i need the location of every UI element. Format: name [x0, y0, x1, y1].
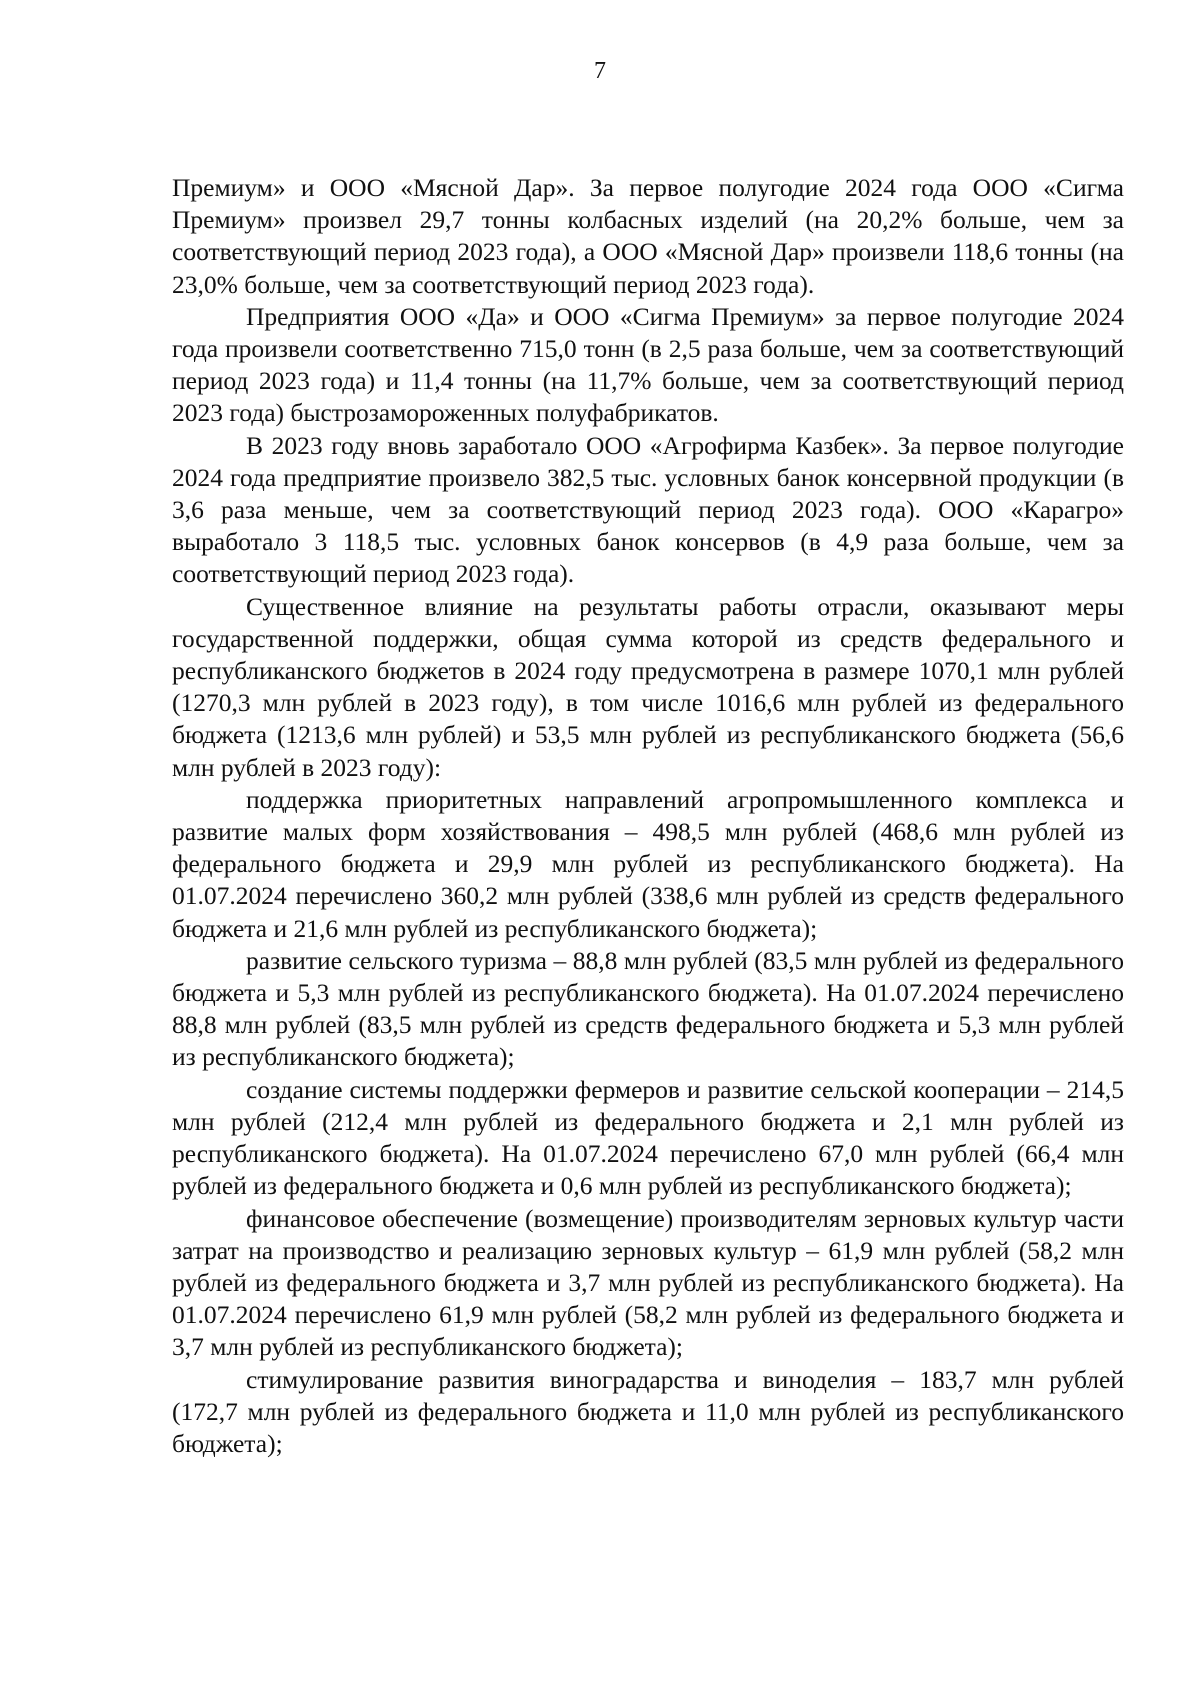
list-item-viticulture: стимулирование развития виноградарства и виноделия – 183,7 млн рублей (172,7 млн рублей из федерального бюджета и 11,0 млн рублей из республиканского бюджета);	[172, 1364, 1124, 1458]
paragraph-frozen-semifinished: Предприятия ООО «Да» и ООО «Сигма Премиум» за первое полугодие 2024 года произвели соответственно 715,0 тонн (в 2,5 раза больше, чем за соответствующий период 2023 года) и 11,4 тонны (на 11,7% больше, чем за соответствующий период 2023 года) быстрозамороженных полуфабрикатов.	[172, 301, 1124, 428]
list-item-grain-producers: финансовое обеспечение (возмещение) производителям зерновых культур части затрат на производство и реализацию зерновых культур – 61,9 млн рублей (58,2 млн рублей из федерального бюджета и 3,7 млн рублей из республиканского бюджета). На 01.07.2024 перечислено 61,9 млн рублей (58,2 млн рублей из федерального бюджета и 3,7 млн рублей из республиканского бюджета);	[172, 1203, 1124, 1362]
document-body	[172, 172, 1124, 1460]
paragraph-canned-goods: В 2023 году вновь заработало ООО «Агрофирма Казбек». За первое полугодие 2024 года предприятие произвело 382,5 тыс. условных банок консервной продукции (в 3,6 раза меньше, чем за соответствующий период 2023 года). ООО «Карагро» выработало 3 118,5 тыс. условных банок консервов (в 4,9 раза больше, чем за соответствующий период 2023 года).	[172, 430, 1124, 589]
page-number: 7	[594, 58, 606, 84]
paragraph-state-support: Существенное влияние на результаты работы отрасли, оказывают меры государственной поддержки, общая сумма которой из средств федерального и республиканского бюджетов в 2024 году предусмотрена в размере 1070,1 млн рублей (1270,3 млн рублей в 2023 году), в том числе 1016,6 млн рублей из федерального бюджета (1213,6 млн рублей) и 53,5 млн рублей из республиканского бюджета (56,6 млн рублей в 2023 году):	[172, 591, 1124, 782]
list-item-rural-tourism: развитие сельского туризма – 88,8 млн рублей (83,5 млн рублей из федерального бюджета и 5,3 млн рублей из республиканского бюджета). На 01.07.2024 перечислено 88,8 млн рублей (83,5 млн рублей из средств федерального бюджета и 5,3 млн рублей из республиканского бюджета);	[172, 945, 1124, 1072]
list-item-agro-priorities: поддержка приоритетных направлений агропромышленного комплекса и развитие малых форм хозяйствования – 498,5 млн рублей (468,6 млн рублей из федерального бюджета и 29,9 млн рублей из республиканского бюджета). На 01.07.2024 перечислено 360,2 млн рублей (338,6 млн рублей из средств федерального бюджета и 21,6 млн рублей из республиканского бюджета);	[172, 784, 1124, 943]
list-item-farmer-support: создание системы поддержки фермеров и развитие сельской кооперации – 214,5 млн рублей (212,4 млн рублей из федерального бюджета и 2,1 млн рублей из республиканского бюджета). На 01.07.2024 перечислено 67,0 млн рублей (66,4 млн рублей из федерального бюджета и 0,6 млн рублей из республиканского бюджета);	[172, 1074, 1124, 1201]
paragraph-meat-production: Премиум» и ООО «Мясной Дар». За первое полугодие 2024 года ООО «Сигма Премиум» произвел 29,7 тонны колбасных изделий (на 20,2% больше, чем за соответствующий период 2023 года), а ООО «Мясной Дар» произвели 118,6 тонны (на 23,0% больше, чем за соответствующий период 2023 года).	[172, 173, 1124, 299]
